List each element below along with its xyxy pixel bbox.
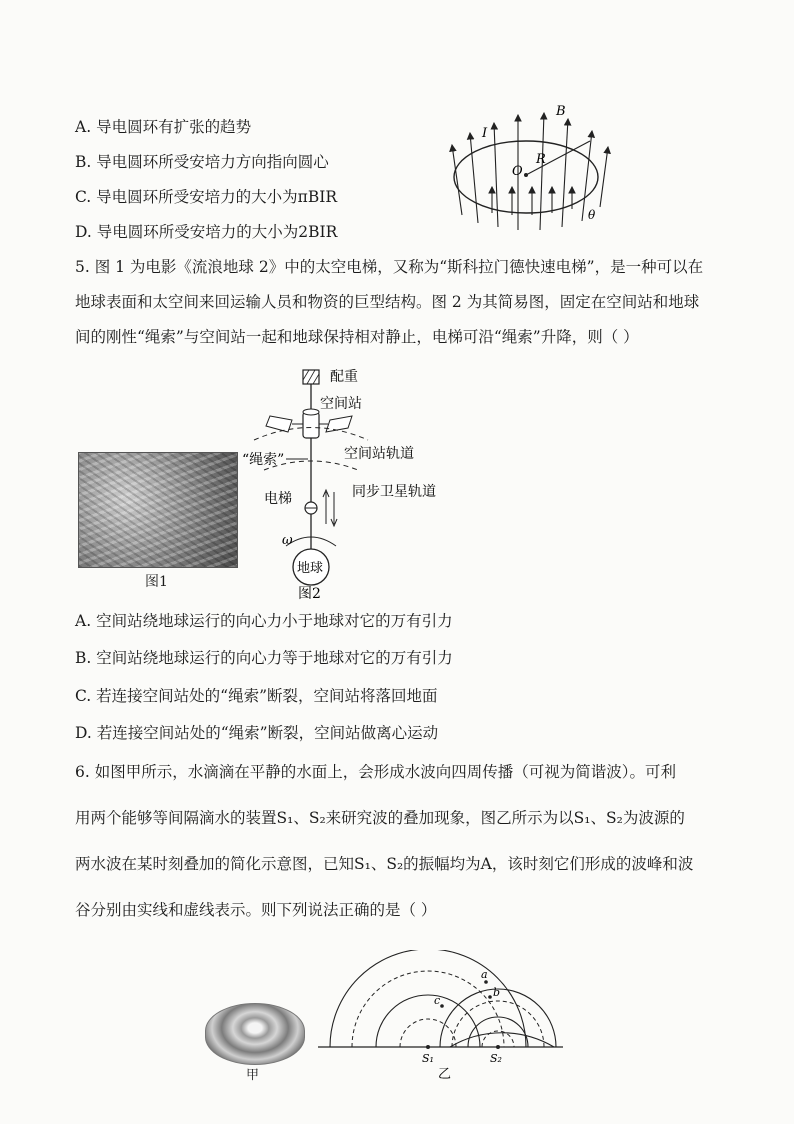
point-a-label: a [481,968,488,981]
q6-stem-line-3: 两水波在某时刻叠加的简化示意图，已知S₁、S₂的振幅均为A，该时刻它们形成的波峰和波 [75,855,694,873]
point-b-label: b [493,986,501,999]
q6-stem-line-4: 谷分别由实线和虚线表示。则下列说法正确的是（ ） [75,901,437,919]
label-sync-orbit: 同步卫星轨道 [352,484,436,500]
station-body [303,412,319,438]
q5-option-c [75,686,438,706]
q5-option-b [75,648,453,668]
wave-superposition-diagram [318,950,568,1085]
option-text: 导电圆环所受安培力的大小为πBIR [96,188,338,206]
figure2-caption: 图2 [298,586,321,600]
source-s1-label: S₁ [422,1052,434,1065]
option-text: 空间站绕地球运行的向心力等于地球对它的万有引力 [96,649,453,667]
label-theta: θ [588,208,596,222]
q4-option-d [75,222,337,242]
label-omega: ω [282,533,293,548]
solar-panel-left [266,416,292,432]
label-rope: “绳索” [242,452,285,468]
label-elevator: 电梯 [264,491,292,507]
q4-option-a [75,117,251,137]
q5-stem-line-3: 间的刚性“绳索”与空间站一起和地球保持相对静止，电梯可沿“绳索”升降，则（ ） [75,328,639,346]
option-text: 若连接空间站处的“绳索”断裂，空间站做离心运动 [96,724,439,742]
crest-lines [330,950,556,1047]
label-station: 空间站 [320,396,362,412]
q5-stem-line-1: 5. 图 1 为电影《流浪地球 2》中的太空电梯，又称为“斯科拉门德快速电梯”，是一种可以在 [75,258,704,276]
option-letter: A. [75,118,92,136]
option-letter: B. [75,153,92,171]
label-O: O [512,164,523,179]
label-counterweight: 配重 [330,369,358,385]
ring-field-figure [440,95,620,235]
option-letter: B. [75,649,92,667]
trough-lines [352,971,544,1047]
option-letter: C. [75,687,92,705]
option-letter: D. [75,724,92,742]
q4-option-c [75,187,337,207]
q4-option-b [75,152,329,172]
option-letter: C. [75,188,92,206]
option-letter: D. [75,223,92,241]
label-station-orbit: 空间站轨道 [344,446,414,462]
q5-option-a [75,611,453,631]
option-text: 导电圆环所受安培力方向指向圆心 [96,153,329,171]
space-elevator-diagram [240,360,460,600]
label-I: I [482,126,488,141]
figure-yi-caption: 乙 [438,1067,452,1082]
water-drop-photo [205,1003,305,1065]
source-s1-dot [426,1045,430,1049]
q5-option-d [75,723,438,743]
option-letter: A. [75,612,92,630]
point-c-label: c [434,994,441,1007]
q6-stem-line-1: 6. 如图甲所示，水滴滴在平静的水面上，会形成水波向四周传播（可视为简谐波）。可利 [75,763,676,781]
figure-jia-caption: 甲 [246,1068,260,1083]
source-s2-dot [496,1045,500,1049]
label-B: B [556,104,566,119]
figure1-caption: 图1 [145,574,168,590]
option-text: 若连接空间站处的“绳索”断裂，空间站将落回地面 [96,687,438,705]
space-elevator-photo [78,452,238,568]
source-s2-label: S₂ [490,1052,502,1065]
motion-arrows [323,490,337,526]
q5-stem-line-2: 地球表面和太空间来回运输人员和物资的巨型结构。图 2 为其简易图，固定在空间站和地球 [75,293,700,311]
option-text: 空间站绕地球运行的向心力小于地球对它的万有引力 [96,612,453,630]
label-R: R [536,152,546,167]
q6-stem-line-2: 用两个能够等间隔滴水的装置S₁、S₂来研究波的叠加现象，图乙所示为以S₁、S₂为波源的 [75,809,685,827]
option-text: 导电圆环有扩张的趋势 [96,118,252,136]
label-earth: 地球 [297,561,324,576]
center-point [524,173,528,177]
solar-panel-right [326,416,352,432]
option-text: 导电圆环所受安培力的大小为2BIR [96,223,338,241]
